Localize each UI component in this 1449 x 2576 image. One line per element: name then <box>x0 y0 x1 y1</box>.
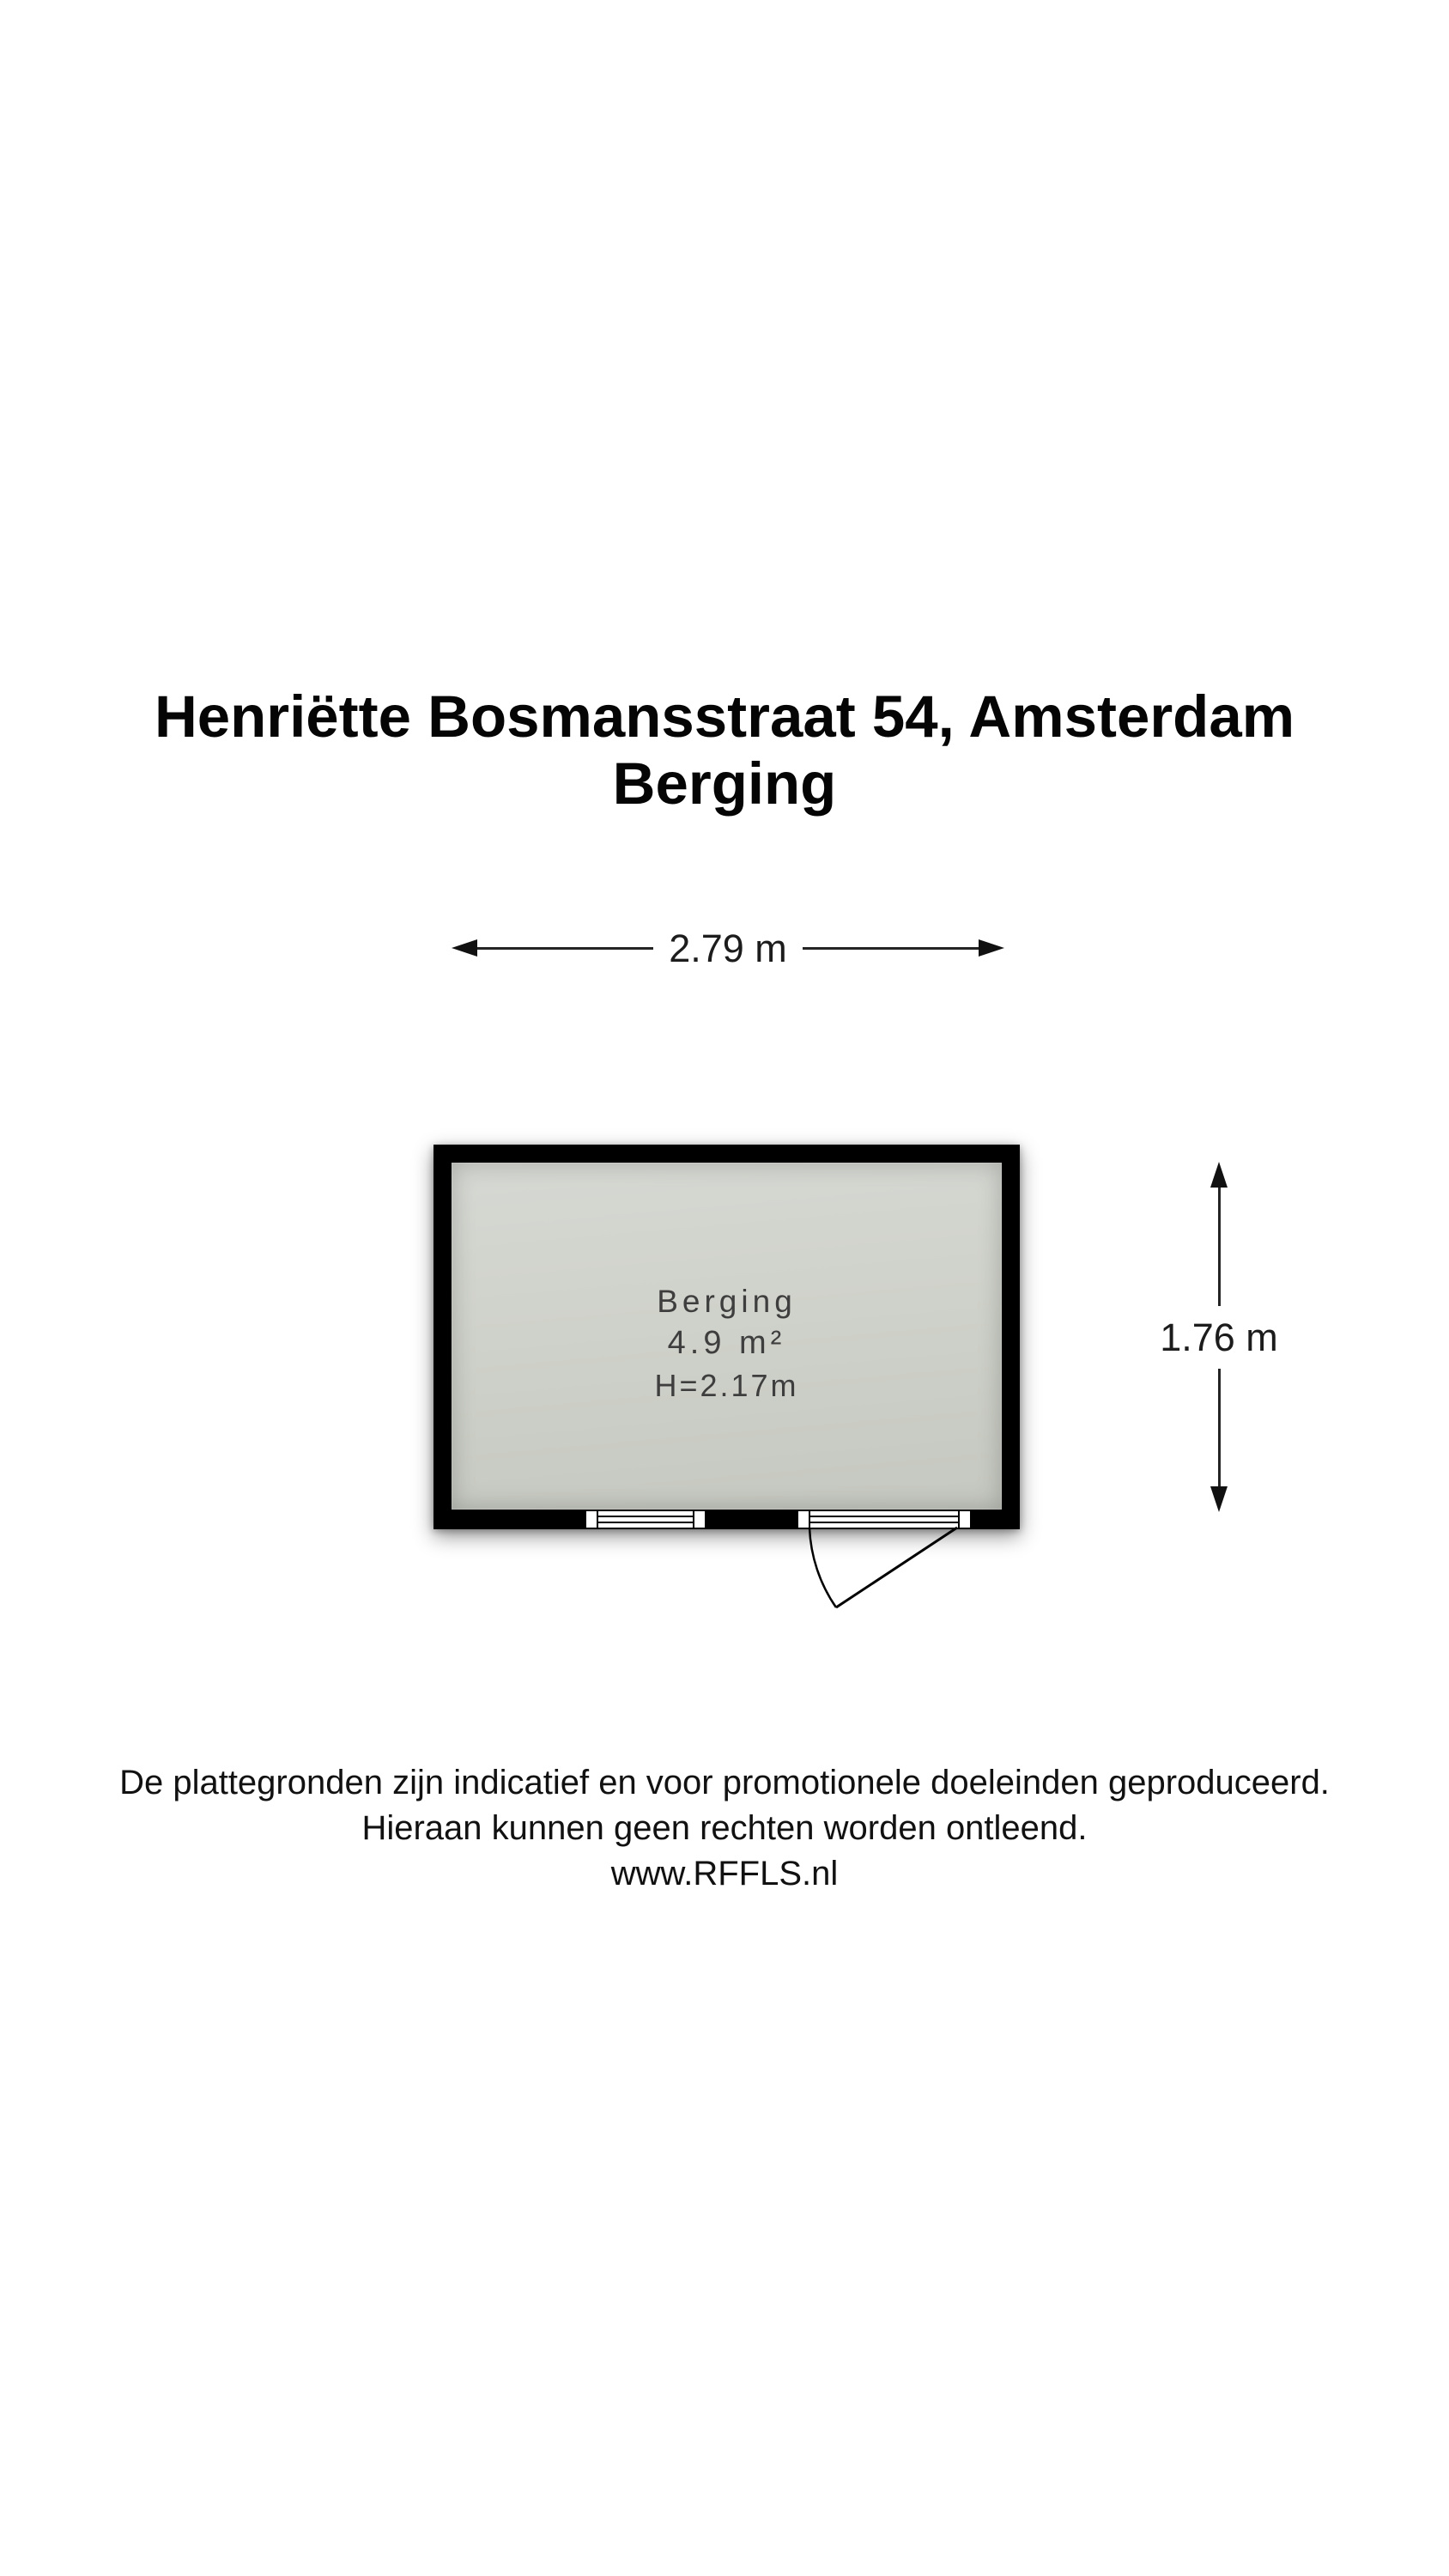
arrowhead-down-icon <box>1210 1486 1228 1512</box>
room-ceiling-height-label: H=2.17m <box>654 1368 799 1403</box>
room-label-block <box>433 1280 1020 1406</box>
footer-disclaimer-line1: De plattegronden zijn indicatief en voor promotionele doeleinden geproduceerd. <box>119 1764 1330 1801</box>
room-area-label: 4.9 m² <box>667 1325 786 1361</box>
page-title-room: Berging <box>612 750 837 817</box>
footer-disclaimer-line2: Hieraan kunnen geen rechten worden ontleend. <box>361 1809 1088 1847</box>
arrowhead-left-icon <box>452 939 477 957</box>
window-glazing <box>598 1511 693 1528</box>
footer-url: www.RFFLS.nl <box>610 1855 839 1893</box>
height-dimension-label: 1.76 m <box>1160 1315 1278 1359</box>
arrowhead-right-icon <box>979 939 1004 957</box>
dimension-line <box>477 947 653 950</box>
window-jamb <box>693 1511 705 1528</box>
height-dimension <box>1156 1162 1282 1512</box>
page-title-address: Henriëtte Bosmansstraat 54, Amsterdam <box>154 683 1295 750</box>
room-berging <box>433 1145 1020 1529</box>
dimension-line <box>1218 1369 1221 1487</box>
arrowhead-up-icon <box>1210 1162 1228 1188</box>
window-glazing-line <box>598 1522 693 1523</box>
footer-disclaimer <box>0 1760 1449 1897</box>
width-dimension <box>452 928 1004 968</box>
door-leaf <box>836 1528 957 1607</box>
page-title <box>0 683 1449 817</box>
dimension-line <box>803 947 979 950</box>
door-swing-icon <box>773 1520 1047 1631</box>
window-bottom-left <box>585 1510 706 1529</box>
window-glazing-line <box>598 1516 693 1517</box>
door-swing-arc <box>809 1528 836 1607</box>
width-dimension-label: 2.79 m <box>669 926 787 970</box>
room-name-label: Berging <box>657 1284 797 1319</box>
door-glazing-line <box>810 1516 958 1517</box>
window-jamb <box>586 1511 598 1528</box>
dimension-line <box>1218 1188 1221 1306</box>
